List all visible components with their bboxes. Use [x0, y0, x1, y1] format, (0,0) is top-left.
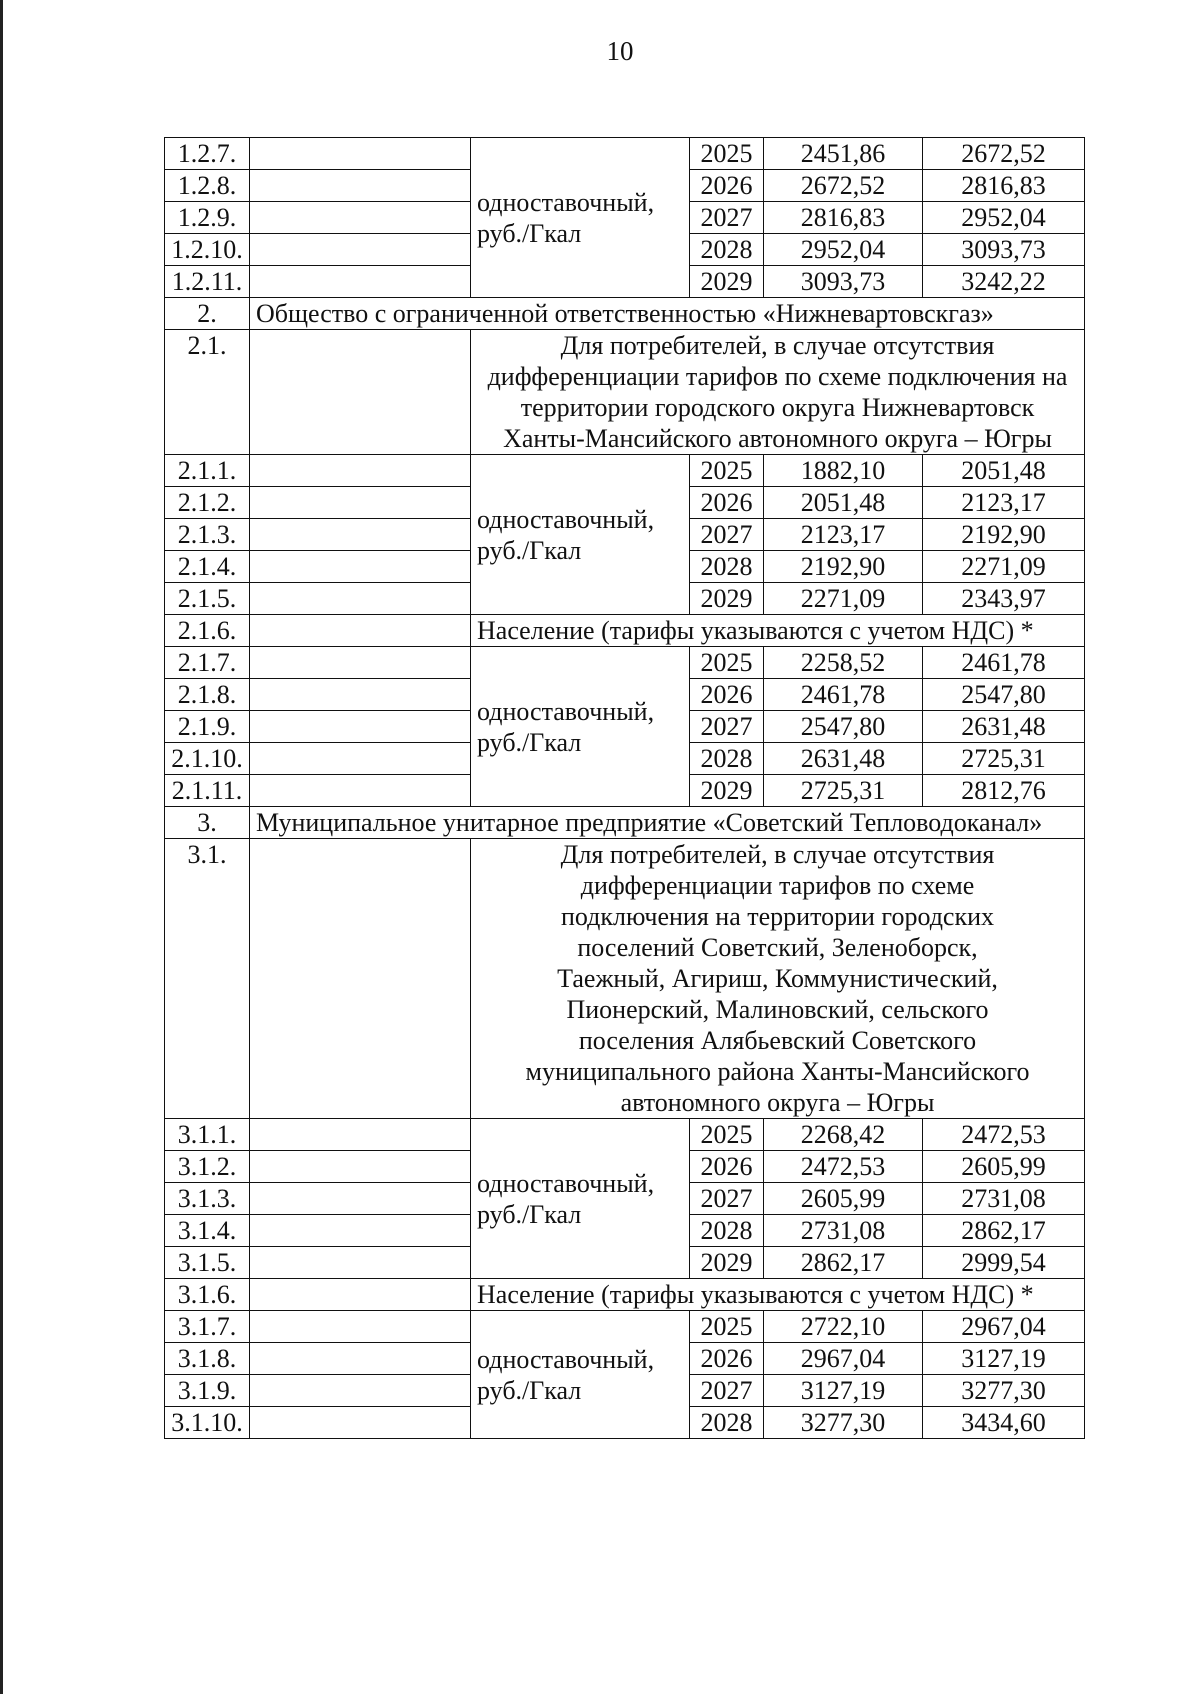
empty-cell	[250, 583, 471, 615]
consumer-section-row	[165, 330, 1085, 455]
tariff-value-first-half: 2451,86	[764, 138, 923, 170]
row-number: 2.	[165, 298, 250, 330]
tariff-value-second-half: 2952,04	[923, 202, 1085, 234]
consumer-section-description: Для потребителей, в случае отсутствия дифференциации тарифов по схеме подключения на территории городского округа Нижневартовск Ханты-Мансийского автономного округа – Югры	[471, 330, 1085, 455]
tariff-value-first-half: 2967,04	[764, 1343, 923, 1375]
row-number: 2.1.3.	[165, 519, 250, 551]
year-cell: 2028	[690, 743, 764, 775]
tariff-table-body	[165, 138, 1085, 1439]
row-number: 3.1.8.	[165, 1343, 250, 1375]
rate-type-label: одноставочный, руб./Гкал	[471, 647, 690, 807]
empty-cell	[250, 1375, 471, 1407]
empty-cell	[250, 1119, 471, 1151]
empty-cell	[250, 711, 471, 743]
scan-edge-line	[0, 0, 3, 1694]
organization-name: Общество с ограниченной ответственностью «Нижневартовскгаз»	[250, 298, 1085, 330]
empty-cell	[250, 234, 471, 266]
empty-cell	[250, 170, 471, 202]
row-number: 3.1.5.	[165, 1247, 250, 1279]
year-cell: 2029	[690, 775, 764, 807]
page-number: 10	[606, 36, 634, 66]
row-number: 1.2.8.	[165, 170, 250, 202]
population-label: Население (тарифы указываются с учетом НДС) *	[471, 615, 1085, 647]
year-cell: 2025	[690, 647, 764, 679]
row-number: 2.1.1.	[165, 455, 250, 487]
empty-cell	[250, 775, 471, 807]
year-cell: 2026	[690, 1151, 764, 1183]
tariff-value-second-half: 3434,60	[923, 1407, 1085, 1439]
tariff-value-second-half: 2816,83	[923, 170, 1085, 202]
empty-cell	[250, 1247, 471, 1279]
row-number: 2.1.11.	[165, 775, 250, 807]
empty-cell	[250, 839, 471, 1119]
row-number: 3.1.7.	[165, 1311, 250, 1343]
empty-cell	[250, 138, 471, 170]
year-cell: 2026	[690, 1343, 764, 1375]
table-row	[165, 647, 1085, 679]
table-row	[165, 138, 1085, 170]
row-number: 3.	[165, 807, 250, 839]
tariff-value-second-half: 2192,90	[923, 519, 1085, 551]
empty-cell	[250, 330, 471, 455]
tariff-value-first-half: 2258,52	[764, 647, 923, 679]
rate-type-label: одноставочный, руб./Гкал	[471, 455, 690, 615]
empty-cell	[250, 615, 471, 647]
year-cell: 2027	[690, 1183, 764, 1215]
row-number: 1.2.9.	[165, 202, 250, 234]
empty-cell	[250, 487, 471, 519]
empty-cell	[250, 1151, 471, 1183]
year-cell: 2028	[690, 1407, 764, 1439]
row-number: 3.1.3.	[165, 1183, 250, 1215]
empty-cell	[250, 647, 471, 679]
tariff-value-second-half: 2731,08	[923, 1183, 1085, 1215]
consumer-section-description: Для потребителей, в случае отсутствия дифференциации тарифов по схеме подключения на территории городских поселений Советский, Зеленоборск, Таежный, Агириш, Коммунистический, Пионерский, Малиновский, сельского поселения Алябьевский Советского муниципального района Ханты-Мансийского автономного округа – Югры	[471, 839, 1085, 1119]
table-row	[165, 1311, 1085, 1343]
organization-name: Муниципальное унитарное предприятие «Советский Тепловодоканал»	[250, 807, 1085, 839]
tariff-value-second-half: 2051,48	[923, 455, 1085, 487]
tariff-value-first-half: 2862,17	[764, 1247, 923, 1279]
tariff-value-first-half: 2952,04	[764, 234, 923, 266]
row-number: 2.1.	[165, 330, 250, 455]
population-label: Население (тарифы указываются с учетом НДС) *	[471, 1279, 1085, 1311]
tariff-value-first-half: 2472,53	[764, 1151, 923, 1183]
tariff-value-second-half: 2547,80	[923, 679, 1085, 711]
empty-cell	[250, 743, 471, 775]
rate-type-label: одноставочный, руб./Гкал	[471, 1119, 690, 1279]
year-cell: 2026	[690, 679, 764, 711]
tariff-value-first-half: 3093,73	[764, 266, 923, 298]
tariff-value-first-half: 3277,30	[764, 1407, 923, 1439]
tariff-value-first-half: 1882,10	[764, 455, 923, 487]
year-cell: 2028	[690, 1215, 764, 1247]
year-cell: 2027	[690, 519, 764, 551]
empty-cell	[250, 679, 471, 711]
rate-type-label: одноставочный, руб./Гкал	[471, 1311, 690, 1439]
tariff-value-first-half: 2731,08	[764, 1215, 923, 1247]
year-cell: 2025	[690, 1311, 764, 1343]
organization-row	[165, 807, 1085, 839]
tariff-value-second-half: 2672,52	[923, 138, 1085, 170]
row-number: 2.1.6.	[165, 615, 250, 647]
tariff-value-first-half: 2051,48	[764, 487, 923, 519]
row-number: 3.1.	[165, 839, 250, 1119]
row-number: 3.1.10.	[165, 1407, 250, 1439]
tariff-value-second-half: 2605,99	[923, 1151, 1085, 1183]
tariff-value-second-half: 3093,73	[923, 234, 1085, 266]
row-number: 2.1.10.	[165, 743, 250, 775]
year-cell: 2025	[690, 138, 764, 170]
tariff-value-second-half: 2271,09	[923, 551, 1085, 583]
tariff-value-second-half: 3242,22	[923, 266, 1085, 298]
tariff-value-first-half: 2816,83	[764, 202, 923, 234]
organization-row	[165, 298, 1085, 330]
tariff-table	[164, 137, 1085, 1439]
year-cell: 2026	[690, 487, 764, 519]
tariff-value-second-half: 3127,19	[923, 1343, 1085, 1375]
empty-cell	[250, 202, 471, 234]
population-row	[165, 615, 1085, 647]
tariff-value-first-half: 2268,42	[764, 1119, 923, 1151]
tariff-value-first-half: 2271,09	[764, 583, 923, 615]
row-number: 3.1.4.	[165, 1215, 250, 1247]
tariff-value-second-half: 2123,17	[923, 487, 1085, 519]
year-cell: 2027	[690, 1375, 764, 1407]
empty-cell	[250, 1215, 471, 1247]
year-cell: 2028	[690, 551, 764, 583]
year-cell: 2029	[690, 266, 764, 298]
empty-cell	[250, 1311, 471, 1343]
row-number: 2.1.8.	[165, 679, 250, 711]
rate-type-label: одноставочный, руб./Гкал	[471, 138, 690, 298]
consumer-section-row	[165, 839, 1085, 1119]
tariff-value-first-half: 2547,80	[764, 711, 923, 743]
tariff-value-first-half: 2631,48	[764, 743, 923, 775]
tariff-value-first-half: 2725,31	[764, 775, 923, 807]
row-number: 2.1.2.	[165, 487, 250, 519]
tariff-value-second-half: 3277,30	[923, 1375, 1085, 1407]
tariff-value-second-half: 2999,54	[923, 1247, 1085, 1279]
tariff-value-second-half: 2812,76	[923, 775, 1085, 807]
row-number: 2.1.5.	[165, 583, 250, 615]
population-row	[165, 1279, 1085, 1311]
empty-cell	[250, 266, 471, 298]
tariff-value-first-half: 3127,19	[764, 1375, 923, 1407]
empty-cell	[250, 1183, 471, 1215]
tariff-value-second-half: 2967,04	[923, 1311, 1085, 1343]
tariff-value-second-half: 2631,48	[923, 711, 1085, 743]
tariff-value-first-half: 2461,78	[764, 679, 923, 711]
year-cell: 2028	[690, 234, 764, 266]
row-number: 1.2.7.	[165, 138, 250, 170]
row-number: 2.1.4.	[165, 551, 250, 583]
table-row	[165, 1119, 1085, 1151]
row-number: 3.1.9.	[165, 1375, 250, 1407]
year-cell: 2029	[690, 1247, 764, 1279]
empty-cell	[250, 1407, 471, 1439]
tariff-value-first-half: 2605,99	[764, 1183, 923, 1215]
empty-cell	[250, 455, 471, 487]
year-cell: 2027	[690, 202, 764, 234]
tariff-value-first-half: 2192,90	[764, 551, 923, 583]
row-number: 1.2.11.	[165, 266, 250, 298]
empty-cell	[250, 1279, 471, 1311]
row-number: 3.1.2.	[165, 1151, 250, 1183]
tariff-value-second-half: 2862,17	[923, 1215, 1085, 1247]
year-cell: 2027	[690, 711, 764, 743]
table-row	[165, 455, 1085, 487]
year-cell: 2026	[690, 170, 764, 202]
empty-cell	[250, 519, 471, 551]
empty-cell	[250, 1343, 471, 1375]
year-cell: 2029	[690, 583, 764, 615]
row-number: 3.1.1.	[165, 1119, 250, 1151]
row-number: 3.1.6.	[165, 1279, 250, 1311]
tariff-value-second-half: 2725,31	[923, 743, 1085, 775]
empty-cell	[250, 551, 471, 583]
row-number: 2.1.9.	[165, 711, 250, 743]
year-cell: 2025	[690, 1119, 764, 1151]
tariff-value-first-half: 2722,10	[764, 1311, 923, 1343]
tariff-value-second-half: 2343,97	[923, 583, 1085, 615]
tariff-value-second-half: 2461,78	[923, 647, 1085, 679]
row-number: 1.2.10.	[165, 234, 250, 266]
tariff-value-first-half: 2672,52	[764, 170, 923, 202]
row-number: 2.1.7.	[165, 647, 250, 679]
year-cell: 2025	[690, 455, 764, 487]
tariff-value-second-half: 2472,53	[923, 1119, 1085, 1151]
tariff-value-first-half: 2123,17	[764, 519, 923, 551]
